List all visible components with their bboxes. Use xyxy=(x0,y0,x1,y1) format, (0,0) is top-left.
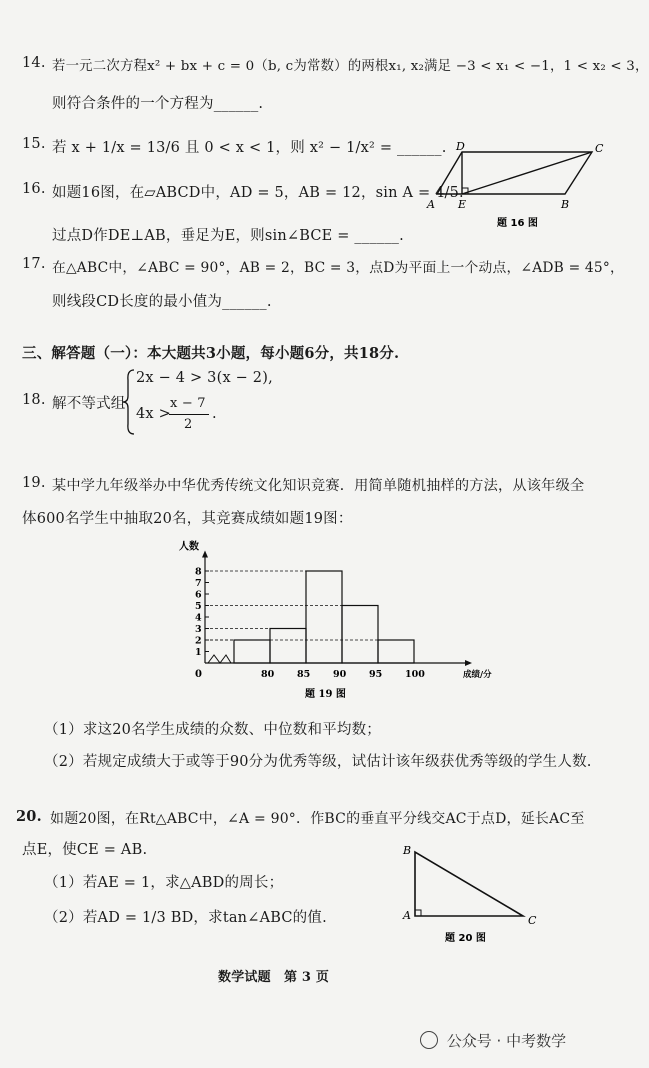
q18-fraction-bar xyxy=(169,414,209,415)
q20-line2: 点E，使CE = AB. xyxy=(22,842,148,858)
watermark-text: 公众号 · 中考数学 xyxy=(446,1032,567,1050)
q19-line2: 体600名学生中抽取20名，其竞赛成绩如题19图： xyxy=(22,511,353,527)
q16-line1: 如题16图，在▱ABCD中，AD = 5，AB = 12，sin A = 4/5. xyxy=(52,185,464,201)
wechat-logo-icon xyxy=(420,1031,438,1049)
histogram-bar-95 xyxy=(342,606,378,664)
q20-right-angle-mark xyxy=(415,910,421,916)
q14-line1: 若一元二次方程x² + bx + c = 0（b, c为常数）的两根x₁, x₂满足 −3 < x₁ < −1，1 < x₂ < 3， xyxy=(52,59,649,74)
q18-number: 18. xyxy=(22,392,46,408)
q20-line1: 如题20图，在Rt△ABC中，∠A = 90°．作BC的垂直平分线交AC于点D，延长AC至 xyxy=(50,811,585,827)
histogram-bar-90 xyxy=(306,571,342,663)
q18-fraction-denominator: 2 xyxy=(184,417,193,432)
y-axis-label: 人数 xyxy=(179,541,199,553)
x-tick-label-85: 85 xyxy=(297,669,311,680)
x-tick-label-95: 95 xyxy=(369,669,383,680)
q18-inequality-2-left: 4x > xyxy=(136,406,171,422)
q16-label-e: E xyxy=(458,198,467,211)
origin-label: 0 xyxy=(195,669,202,680)
histogram-bar-80 xyxy=(234,640,270,663)
y-tick-label-2: 2 xyxy=(195,635,202,647)
y-tick-label-7: 7 xyxy=(195,578,202,589)
y-tick-label-8: 8 xyxy=(195,566,202,578)
q16-segment-ce xyxy=(462,152,592,194)
q20-label-a: A xyxy=(403,909,411,922)
q18-system xyxy=(122,368,272,438)
q18-inequality-2-end: . xyxy=(212,406,217,422)
q16-parallelogram xyxy=(437,152,592,194)
y-tick-label-4: 4 xyxy=(195,612,202,624)
q16-number: 16. xyxy=(22,181,46,197)
q19-caption: 题 19 图 xyxy=(305,689,346,700)
q14-number: 14. xyxy=(22,55,46,71)
q17-number: 17. xyxy=(22,256,46,272)
q20-caption: 题 20 图 xyxy=(445,933,486,944)
axis-break-mark xyxy=(208,655,231,663)
q16-label-c: C xyxy=(595,142,604,155)
q18-fraction-numerator: x − 7 xyxy=(170,396,206,411)
q15-text: 若 x + 1/x = 13/6 且 0 < x < 1，则 x² − 1/x² = ______. xyxy=(52,140,447,156)
q17-line1: 在△ABC中，∠ABC = 90°，AB = 2，BC = 3，点D为平面上一个动点，∠ADB = 45°， xyxy=(52,260,624,276)
q19-sub1: （1）求这20名学生成绩的众数、中位数和平均数； xyxy=(44,722,381,738)
q15-number: 15. xyxy=(22,136,46,152)
x-axis-arrow xyxy=(465,660,472,666)
q20-number: 20. xyxy=(16,808,42,825)
q20-triangle-figure xyxy=(395,840,545,950)
q20-sub1: （1）若AE = 1，求△ABD的周长； xyxy=(44,875,284,891)
y-tick-label-5: 5 xyxy=(195,601,202,612)
y-tick-label-1: 1 xyxy=(195,647,202,658)
q18-brace xyxy=(122,368,136,436)
q16-line2: 过点D作DE⊥AB，垂足为E，则sin∠BCE = ______. xyxy=(52,228,404,244)
q20-triangle xyxy=(415,852,523,916)
q16-label-b: B xyxy=(561,198,570,211)
q20-label-b: B xyxy=(403,844,412,857)
q16-parallelogram-figure xyxy=(415,138,615,230)
q16-label-a: A xyxy=(427,198,435,211)
y-tick-label-3: 3 xyxy=(195,624,202,635)
q19-number: 19. xyxy=(22,475,46,491)
q14-line2: 则符合条件的一个方程为______. xyxy=(52,96,264,112)
x-tick-label-100: 100 xyxy=(405,669,425,680)
q18-label: 解不等式组 xyxy=(52,396,126,412)
histogram-bar-100 xyxy=(378,640,414,663)
y-axis-arrow xyxy=(202,551,208,558)
x-axis-label: 成绩/分 xyxy=(463,670,492,680)
q17-line2: 则线段CD长度的最小值为______. xyxy=(52,294,272,310)
watermark xyxy=(420,1030,566,1051)
q19-sub2: （2）若规定成绩大于或等于90分为优秀等级，试估计该年级获优秀等级的学生人数. xyxy=(44,754,592,770)
q19-line1: 某中学九年级举办中华优秀传统文化知识竞赛．用简单随机抽样的方法，从该年级全 xyxy=(52,478,585,494)
q19-histogram xyxy=(170,535,492,705)
q20-sub2: （2）若AD = 1/3 BD，求tan∠ABC的值. xyxy=(44,910,327,926)
y-tick-label-6: 6 xyxy=(195,589,202,601)
x-tick-label-90: 90 xyxy=(333,669,347,680)
q16-label-d: D xyxy=(456,140,465,153)
q20-label-c: C xyxy=(528,914,537,927)
x-tick-label-80: 80 xyxy=(261,669,275,680)
section3-heading: 三、解答题（一）：本大题共3小题，每小题6分，共18分. xyxy=(22,345,400,362)
q18-inequality-1: 2x − 4 > 3(x − 2), xyxy=(136,370,273,386)
q16-caption: 题 16 图 xyxy=(497,218,538,229)
histogram-bar-85 xyxy=(270,629,306,664)
page-footer: 数学试题 第 3 页 xyxy=(218,970,330,985)
